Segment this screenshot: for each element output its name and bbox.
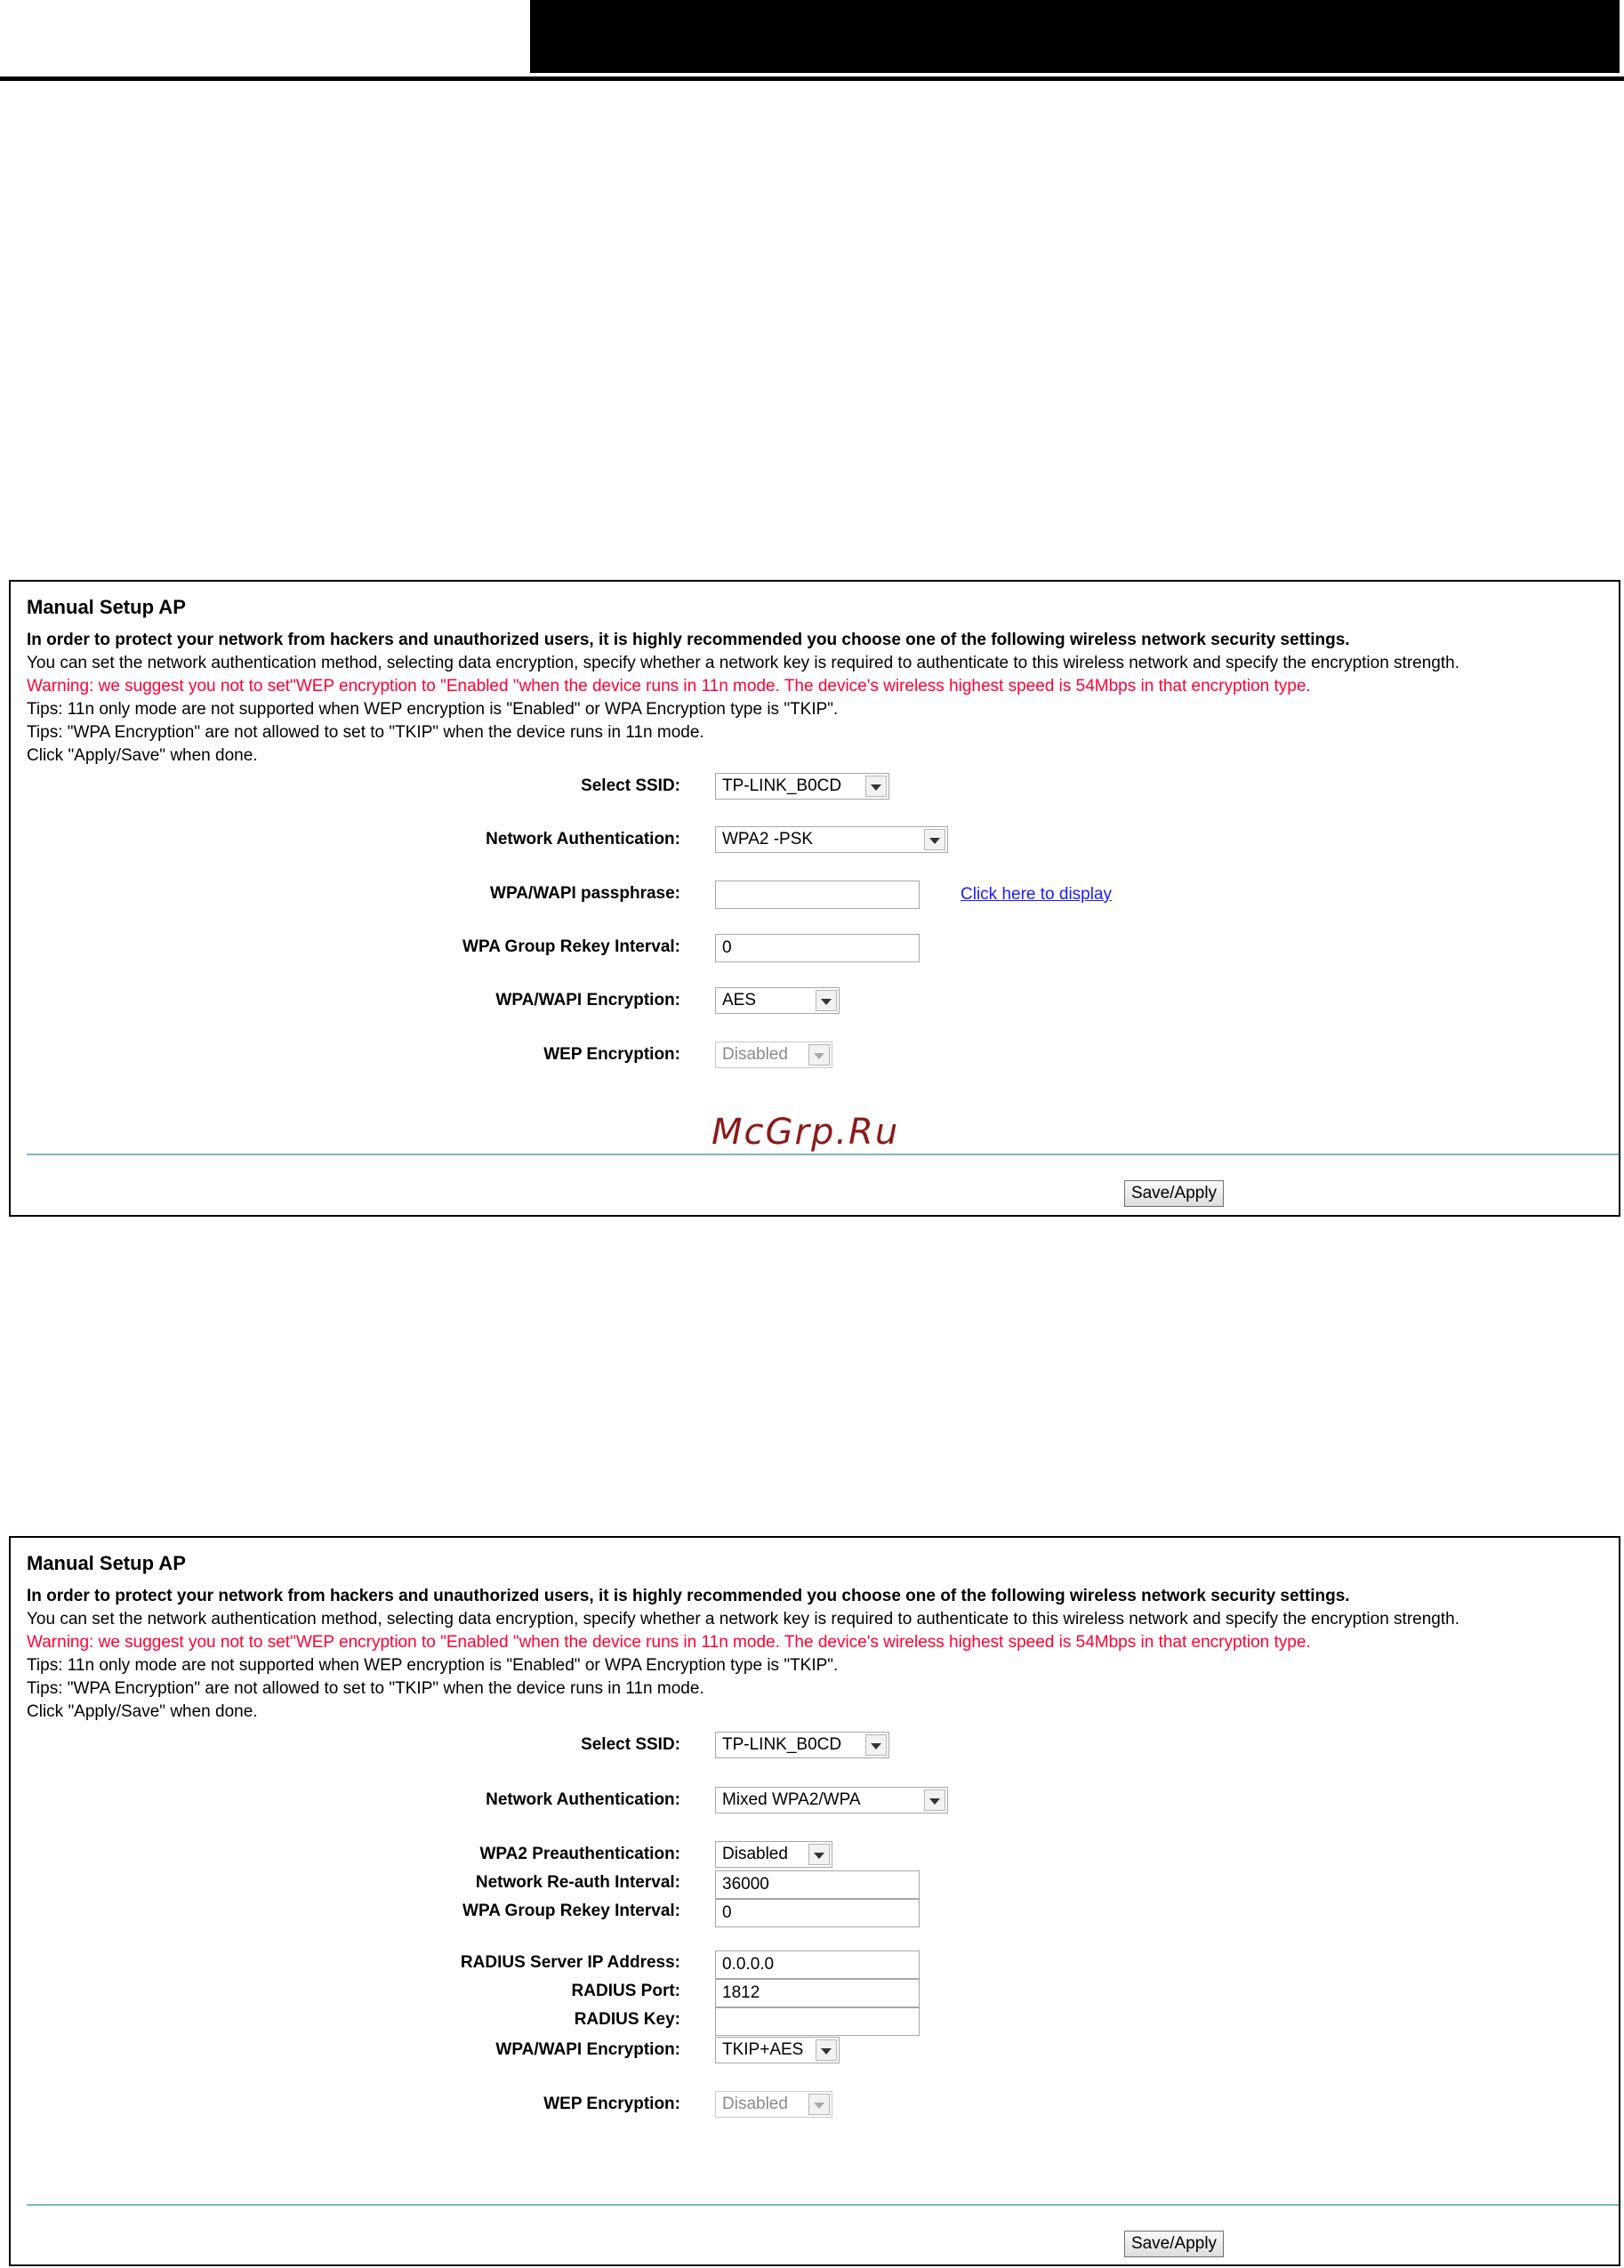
wpa-encryption-label: WPA/WAPI Encryption:: [495, 991, 680, 1009]
wpa2-preauthentication-value: Disabled: [722, 1845, 788, 1863]
radius-port-label: RADIUS Port:: [571, 1982, 680, 2000]
wep-encryption-label: WEP Encryption:: [543, 1045, 680, 1064]
tip-11n-wep: Tips: 11n only mode are not supported when WEP encryption is "Enabled" or WPA Encryption type is "TKIP".: [27, 1656, 839, 1675]
chevron-down-icon: [865, 776, 887, 797]
wep-encryption-value: Disabled: [722, 1045, 788, 1064]
wpa-encryption-dropdown[interactable]: [715, 2037, 840, 2063]
wep-encryption-dropdown[interactable]: [715, 1042, 832, 1068]
wep-warning: Warning: we suggest you not to set"WEP encryption to "Enabled "when the device runs in 11n mode. The device's wireless highest speed is 54Mbps in that encryption type.: [27, 1633, 1311, 1652]
network-authentication-label: Network Authentication:: [486, 1790, 680, 1809]
wpa2-preauthentication-dropdown[interactable]: [715, 1841, 832, 1868]
watermark: McGrp.Ru: [712, 1112, 900, 1153]
radius-port-input[interactable]: 1812: [715, 1979, 920, 2007]
header-black-bar: [530, 0, 1620, 73]
wep-encryption-dropdown[interactable]: [715, 2091, 832, 2118]
intro-recommendation: In order to protect your network from hackers and unauthorized users, it is highly recommended you choose one of the following wireless network security settings.: [27, 1587, 1350, 1605]
intro-description: You can set the network authentication method, selecting data encryption, specify whether a network key is required to authenticate to this wireless network and specify the encryption strength.: [27, 654, 1459, 672]
apply-note: Click "Apply/Save" when done.: [27, 746, 258, 765]
network-authentication-dropdown[interactable]: [715, 1787, 948, 1814]
reauth-interval-label: Network Re-auth Interval:: [475, 1873, 680, 1892]
intro-description: You can set the network authentication method, selecting data encryption, specify whether a network key is required to authenticate to this wireless network and specify the encryption strength.: [27, 1610, 1459, 1629]
tip-tkip: Tips: "WPA Encryption" are not allowed to set to "TKIP" when the device runs in 11n mode.: [27, 723, 704, 742]
network-authentication-value: WPA2 -PSK: [722, 830, 814, 848]
group-rekey-interval-label: WPA Group Rekey Interval:: [462, 1902, 680, 1920]
select-ssid-dropdown[interactable]: [715, 1732, 889, 1758]
group-rekey-interval-label: WPA Group Rekey Interval:: [462, 937, 680, 956]
radius-server-ip-label: RADIUS Server IP Address:: [460, 1953, 680, 1972]
network-authentication-value: Mixed WPA2/WPA: [722, 1790, 861, 1809]
group-rekey-interval-input[interactable]: 0: [715, 1899, 920, 1927]
apply-note: Click "Apply/Save" when done.: [27, 1702, 258, 1721]
panel-title: Manual Setup AP: [27, 596, 186, 618]
save-apply-button[interactable]: Save/Apply: [1124, 1180, 1224, 1207]
passphrase-input[interactable]: [715, 881, 920, 909]
panel-title: Manual Setup AP: [27, 1552, 186, 1574]
wep-encryption-label: WEP Encryption:: [543, 2095, 680, 2113]
chevron-down-icon: [808, 1044, 830, 1066]
chevron-down-icon: [816, 2039, 837, 2061]
passphrase-label: WPA/WAPI passphrase:: [490, 884, 680, 903]
select-ssid-label: Select SSID:: [581, 776, 680, 795]
wpa-encryption-value: AES: [722, 991, 757, 1009]
tip-11n-wep: Tips: 11n only mode are not supported when WEP encryption is "Enabled" or WPA Encryption type is "TKIP".: [27, 700, 839, 719]
group-rekey-interval-input[interactable]: 0: [715, 934, 920, 962]
manual-setup-ap-panel-mixed-wpa2-wpa: [9, 1536, 1620, 2266]
wpa-encryption-dropdown[interactable]: [715, 987, 840, 1014]
wep-encryption-value: Disabled: [722, 2095, 788, 2113]
section-divider: [27, 2204, 1619, 2206]
chevron-down-icon: [865, 1734, 887, 1756]
wpa-encryption-label: WPA/WAPI Encryption:: [495, 2040, 680, 2059]
chevron-down-icon: [808, 2094, 830, 2115]
chevron-down-icon: [808, 1844, 830, 1865]
section-divider: [27, 1154, 1619, 1155]
chevron-down-icon: [924, 1789, 945, 1811]
header-rule: [0, 76, 1624, 81]
select-ssid-value: TP-LINK_B0CD: [722, 1735, 842, 1754]
intro-text: [27, 629, 1619, 768]
display-passphrase-link[interactable]: Click here to display: [961, 885, 1113, 904]
network-authentication-dropdown[interactable]: [715, 826, 948, 853]
save-apply-button[interactable]: Save/Apply: [1124, 2231, 1224, 2257]
radius-key-input[interactable]: [715, 2007, 920, 2036]
chevron-down-icon: [816, 990, 837, 1011]
wep-warning: Warning: we suggest you not to set"WEP encryption to "Enabled "when the device runs in 11n mode. The device's wireless highest speed is 54Mbps in that encryption type.: [27, 677, 1311, 696]
tip-tkip: Tips: "WPA Encryption" are not allowed to set to "TKIP" when the device runs in 11n mode.: [27, 1679, 704, 1698]
radius-key-label: RADIUS Key:: [574, 2010, 680, 2029]
intro-text: [27, 1585, 1619, 1724]
intro-recommendation: In order to protect your network from hackers and unauthorized users, it is highly recommended you choose one of the following wireless network security settings.: [27, 631, 1350, 649]
select-ssid-value: TP-LINK_B0CD: [722, 776, 842, 795]
wpa2-preauthentication-label: WPA2 Preauthentication:: [479, 1845, 680, 1863]
select-ssid-label: Select SSID:: [581, 1735, 680, 1754]
wpa-encryption-value: TKIP+AES: [722, 2040, 804, 2059]
reauth-interval-input[interactable]: 36000: [715, 1870, 920, 1899]
chevron-down-icon: [924, 829, 945, 850]
radius-server-ip-input[interactable]: 0.0.0.0: [715, 1950, 920, 1979]
select-ssid-dropdown[interactable]: [715, 773, 889, 800]
network-authentication-label: Network Authentication:: [486, 830, 680, 848]
